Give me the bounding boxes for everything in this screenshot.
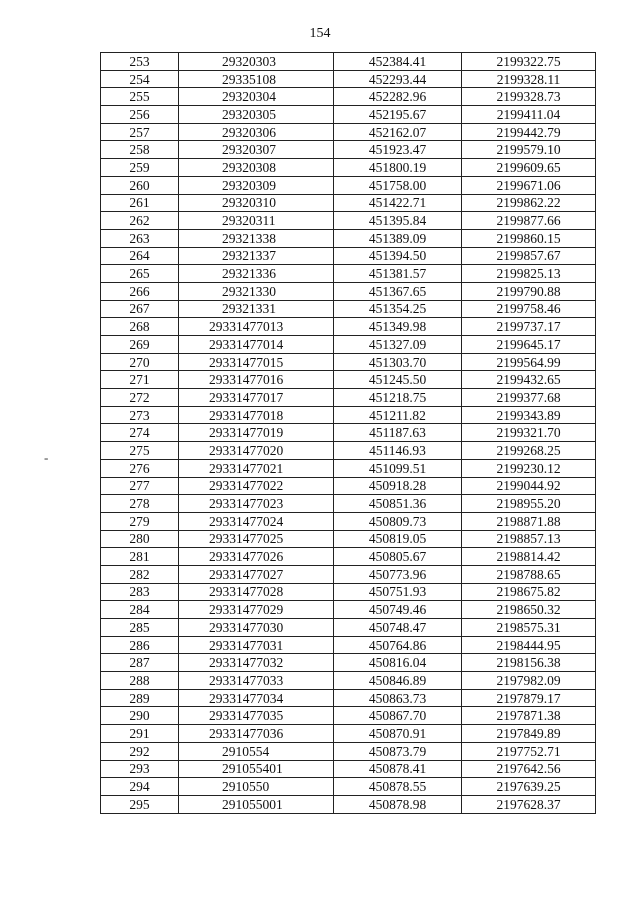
x-coordinate-cell: 450749.46 <box>334 601 462 619</box>
row-number-cell: 291 <box>101 725 179 743</box>
y-coordinate-cell: 2199230.12 <box>462 459 596 477</box>
y-coordinate-cell: 2199432.65 <box>462 371 596 389</box>
point-id-cell: 29320309 <box>179 176 334 194</box>
row-number-cell: 261 <box>101 194 179 212</box>
point-id-cell: 29331477017 <box>179 389 334 407</box>
row-number-cell: 270 <box>101 353 179 371</box>
row-number-cell: 264 <box>101 247 179 265</box>
y-coordinate-cell: 2199442.79 <box>462 123 596 141</box>
y-coordinate-cell: 2199322.75 <box>462 53 596 71</box>
row-number-cell: 293 <box>101 760 179 778</box>
y-coordinate-cell: 2197628.37 <box>462 795 596 813</box>
row-number-cell: 263 <box>101 229 179 247</box>
x-coordinate-cell: 451923.47 <box>334 141 462 159</box>
table-row <box>101 742 596 760</box>
point-id-cell: 29331477019 <box>179 424 334 442</box>
point-id-cell: 291055001 <box>179 795 334 813</box>
y-coordinate-cell: 2199857.67 <box>462 247 596 265</box>
x-coordinate-cell: 450851.36 <box>334 495 462 513</box>
y-coordinate-cell: 2199411.04 <box>462 106 596 124</box>
y-coordinate-cell: 2198857.13 <box>462 530 596 548</box>
point-id-cell: 29331477035 <box>179 707 334 725</box>
coordinates-table-body <box>101 53 596 814</box>
table-row <box>101 159 596 177</box>
x-coordinate-cell: 450878.41 <box>334 760 462 778</box>
x-coordinate-cell: 451218.75 <box>334 389 462 407</box>
point-id-cell: 29331477027 <box>179 565 334 583</box>
row-number-cell: 271 <box>101 371 179 389</box>
row-number-cell: 292 <box>101 742 179 760</box>
row-number-cell: 268 <box>101 318 179 336</box>
x-coordinate-cell: 450751.93 <box>334 583 462 601</box>
y-coordinate-cell: 2199790.88 <box>462 282 596 300</box>
y-coordinate-cell: 2199343.89 <box>462 406 596 424</box>
row-number-cell: 254 <box>101 70 179 88</box>
row-number-cell: 262 <box>101 212 179 230</box>
row-number-cell: 285 <box>101 619 179 637</box>
row-number-cell: 295 <box>101 795 179 813</box>
table-row <box>101 371 596 389</box>
table-row <box>101 619 596 637</box>
table-row <box>101 406 596 424</box>
table-row <box>101 318 596 336</box>
point-id-cell: 29331477024 <box>179 512 334 530</box>
table-row <box>101 689 596 707</box>
point-id-cell: 29321331 <box>179 300 334 318</box>
row-number-cell: 253 <box>101 53 179 71</box>
x-coordinate-cell: 450863.73 <box>334 689 462 707</box>
stray-mark: - <box>44 450 49 465</box>
point-id-cell: 29331477014 <box>179 336 334 354</box>
x-coordinate-cell: 451303.70 <box>334 353 462 371</box>
table-row <box>101 389 596 407</box>
x-coordinate-cell: 452195.67 <box>334 106 462 124</box>
row-number-cell: 256 <box>101 106 179 124</box>
point-id-cell: 29331477022 <box>179 477 334 495</box>
x-coordinate-cell: 451422.71 <box>334 194 462 212</box>
row-number-cell: 267 <box>101 300 179 318</box>
y-coordinate-cell: 2198955.20 <box>462 495 596 513</box>
point-id-cell: 29331477026 <box>179 548 334 566</box>
page-number: 154 <box>309 26 331 41</box>
x-coordinate-cell: 450846.89 <box>334 672 462 690</box>
y-coordinate-cell: 2199860.15 <box>462 229 596 247</box>
table-row <box>101 512 596 530</box>
x-coordinate-cell: 452384.41 <box>334 53 462 71</box>
x-coordinate-cell: 450764.86 <box>334 636 462 654</box>
row-number-cell: 280 <box>101 530 179 548</box>
y-coordinate-cell: 2199321.70 <box>462 424 596 442</box>
table-row <box>101 442 596 460</box>
point-id-cell: 29331477033 <box>179 672 334 690</box>
row-number-cell: 255 <box>101 88 179 106</box>
x-coordinate-cell: 450809.73 <box>334 512 462 530</box>
y-coordinate-cell: 2198575.31 <box>462 619 596 637</box>
x-coordinate-cell: 451327.09 <box>334 336 462 354</box>
point-id-cell: 29321338 <box>179 229 334 247</box>
row-number-cell: 266 <box>101 282 179 300</box>
row-number-cell: 265 <box>101 265 179 283</box>
row-number-cell: 279 <box>101 512 179 530</box>
y-coordinate-cell: 2197752.71 <box>462 742 596 760</box>
table-row <box>101 654 596 672</box>
table-row <box>101 795 596 813</box>
table-row <box>101 424 596 442</box>
table-row <box>101 265 596 283</box>
row-number-cell: 259 <box>101 159 179 177</box>
table-row <box>101 495 596 513</box>
y-coordinate-cell: 2199328.73 <box>462 88 596 106</box>
table-row <box>101 212 596 230</box>
row-number-cell: 269 <box>101 336 179 354</box>
coordinates-table <box>100 52 596 814</box>
y-coordinate-cell: 2199671.06 <box>462 176 596 194</box>
y-coordinate-cell: 2198871.88 <box>462 512 596 530</box>
table-row <box>101 548 596 566</box>
row-number-cell: 288 <box>101 672 179 690</box>
x-coordinate-cell: 451211.82 <box>334 406 462 424</box>
point-id-cell: 29331477013 <box>179 318 334 336</box>
row-number-cell: 294 <box>101 778 179 796</box>
y-coordinate-cell: 2199377.68 <box>462 389 596 407</box>
point-id-cell: 29320306 <box>179 123 334 141</box>
row-number-cell: 281 <box>101 548 179 566</box>
y-coordinate-cell: 2197642.56 <box>462 760 596 778</box>
point-id-cell: 29321336 <box>179 265 334 283</box>
x-coordinate-cell: 451381.57 <box>334 265 462 283</box>
x-coordinate-cell: 451800.19 <box>334 159 462 177</box>
table-row <box>101 530 596 548</box>
row-number-cell: 258 <box>101 141 179 159</box>
y-coordinate-cell: 2199825.13 <box>462 265 596 283</box>
y-coordinate-cell: 2199268.25 <box>462 442 596 460</box>
table-row <box>101 141 596 159</box>
table-row <box>101 725 596 743</box>
table-row <box>101 53 596 71</box>
point-id-cell: 29331477034 <box>179 689 334 707</box>
x-coordinate-cell: 451099.51 <box>334 459 462 477</box>
row-number-cell: 274 <box>101 424 179 442</box>
point-id-cell: 29335108 <box>179 70 334 88</box>
y-coordinate-cell: 2199044.92 <box>462 477 596 495</box>
point-id-cell: 29320304 <box>179 88 334 106</box>
x-coordinate-cell: 450867.70 <box>334 707 462 725</box>
point-id-cell: 29331477032 <box>179 654 334 672</box>
y-coordinate-cell: 2197982.09 <box>462 672 596 690</box>
y-coordinate-cell: 2199877.66 <box>462 212 596 230</box>
table-row <box>101 300 596 318</box>
row-number-cell: 284 <box>101 601 179 619</box>
point-id-cell: 29320307 <box>179 141 334 159</box>
table-row <box>101 760 596 778</box>
table-row <box>101 778 596 796</box>
point-id-cell: 29320310 <box>179 194 334 212</box>
x-coordinate-cell: 451187.63 <box>334 424 462 442</box>
row-number-cell: 282 <box>101 565 179 583</box>
table-row <box>101 601 596 619</box>
point-id-cell: 29331477023 <box>179 495 334 513</box>
table-row <box>101 194 596 212</box>
row-number-cell: 272 <box>101 389 179 407</box>
x-coordinate-cell: 452162.07 <box>334 123 462 141</box>
row-number-cell: 260 <box>101 176 179 194</box>
y-coordinate-cell: 2197879.17 <box>462 689 596 707</box>
point-id-cell: 29320308 <box>179 159 334 177</box>
point-id-cell: 29320305 <box>179 106 334 124</box>
y-coordinate-cell: 2198444.95 <box>462 636 596 654</box>
table-row <box>101 353 596 371</box>
x-coordinate-cell: 451367.65 <box>334 282 462 300</box>
row-number-cell: 286 <box>101 636 179 654</box>
table-row <box>101 106 596 124</box>
point-id-cell: 291055401 <box>179 760 334 778</box>
point-id-cell: 29331477020 <box>179 442 334 460</box>
x-coordinate-cell: 450816.04 <box>334 654 462 672</box>
x-coordinate-cell: 450873.79 <box>334 742 462 760</box>
y-coordinate-cell: 2198650.32 <box>462 601 596 619</box>
point-id-cell: 2910550 <box>179 778 334 796</box>
row-number-cell: 275 <box>101 442 179 460</box>
table-row <box>101 459 596 477</box>
point-id-cell: 29321330 <box>179 282 334 300</box>
row-number-cell: 277 <box>101 477 179 495</box>
table-row <box>101 583 596 601</box>
y-coordinate-cell: 2199737.17 <box>462 318 596 336</box>
x-coordinate-cell: 450748.47 <box>334 619 462 637</box>
x-coordinate-cell: 450819.05 <box>334 530 462 548</box>
table-row <box>101 70 596 88</box>
point-id-cell: 29321337 <box>179 247 334 265</box>
table-row <box>101 707 596 725</box>
y-coordinate-cell: 2199862.22 <box>462 194 596 212</box>
point-id-cell: 29331477029 <box>179 601 334 619</box>
x-coordinate-cell: 451395.84 <box>334 212 462 230</box>
table-row <box>101 565 596 583</box>
point-id-cell: 29331477016 <box>179 371 334 389</box>
y-coordinate-cell: 2197639.25 <box>462 778 596 796</box>
row-number-cell: 289 <box>101 689 179 707</box>
row-number-cell: 287 <box>101 654 179 672</box>
table-row <box>101 672 596 690</box>
y-coordinate-cell: 2198814.42 <box>462 548 596 566</box>
table-row <box>101 229 596 247</box>
table-row <box>101 88 596 106</box>
y-coordinate-cell: 2197871.38 <box>462 707 596 725</box>
point-id-cell: 2910554 <box>179 742 334 760</box>
x-coordinate-cell: 450918.28 <box>334 477 462 495</box>
table-row <box>101 636 596 654</box>
row-number-cell: 273 <box>101 406 179 424</box>
y-coordinate-cell: 2197849.89 <box>462 725 596 743</box>
x-coordinate-cell: 450870.91 <box>334 725 462 743</box>
point-id-cell: 29331477018 <box>179 406 334 424</box>
point-id-cell: 29331477036 <box>179 725 334 743</box>
x-coordinate-cell: 452282.96 <box>334 88 462 106</box>
x-coordinate-cell: 451758.00 <box>334 176 462 194</box>
point-id-cell: 29331477025 <box>179 530 334 548</box>
y-coordinate-cell: 2199758.46 <box>462 300 596 318</box>
table-row <box>101 477 596 495</box>
row-number-cell: 278 <box>101 495 179 513</box>
table-row <box>101 336 596 354</box>
y-coordinate-cell: 2199564.99 <box>462 353 596 371</box>
x-coordinate-cell: 452293.44 <box>334 70 462 88</box>
y-coordinate-cell: 2199328.11 <box>462 70 596 88</box>
y-coordinate-cell: 2198156.38 <box>462 654 596 672</box>
table-row <box>101 123 596 141</box>
table-row <box>101 282 596 300</box>
y-coordinate-cell: 2199645.17 <box>462 336 596 354</box>
point-id-cell: 29320311 <box>179 212 334 230</box>
x-coordinate-cell: 450878.98 <box>334 795 462 813</box>
point-id-cell: 29320303 <box>179 53 334 71</box>
point-id-cell: 29331477028 <box>179 583 334 601</box>
x-coordinate-cell: 450773.96 <box>334 565 462 583</box>
x-coordinate-cell: 451389.09 <box>334 229 462 247</box>
x-coordinate-cell: 450805.67 <box>334 548 462 566</box>
y-coordinate-cell: 2198788.65 <box>462 565 596 583</box>
x-coordinate-cell: 451146.93 <box>334 442 462 460</box>
row-number-cell: 283 <box>101 583 179 601</box>
row-number-cell: 276 <box>101 459 179 477</box>
table-row <box>101 176 596 194</box>
row-number-cell: 257 <box>101 123 179 141</box>
y-coordinate-cell: 2199579.10 <box>462 141 596 159</box>
row-number-cell: 290 <box>101 707 179 725</box>
y-coordinate-cell: 2199609.65 <box>462 159 596 177</box>
x-coordinate-cell: 451354.25 <box>334 300 462 318</box>
point-id-cell: 29331477031 <box>179 636 334 654</box>
point-id-cell: 29331477030 <box>179 619 334 637</box>
x-coordinate-cell: 451349.98 <box>334 318 462 336</box>
x-coordinate-cell: 451245.50 <box>334 371 462 389</box>
point-id-cell: 29331477021 <box>179 459 334 477</box>
x-coordinate-cell: 450878.55 <box>334 778 462 796</box>
point-id-cell: 29331477015 <box>179 353 334 371</box>
table-row <box>101 247 596 265</box>
x-coordinate-cell: 451394.50 <box>334 247 462 265</box>
y-coordinate-cell: 2198675.82 <box>462 583 596 601</box>
